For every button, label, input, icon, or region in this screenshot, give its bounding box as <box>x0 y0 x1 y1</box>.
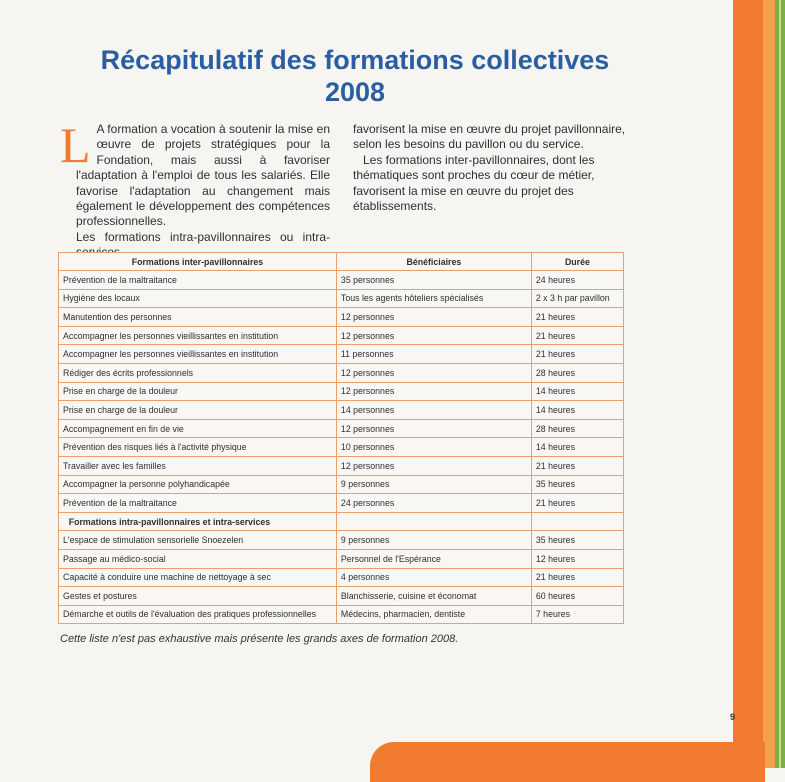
right-paragraph-1: favorisent la mise en œuvre du projet pavillonnaire, selon les besoins du pavillon ou du service. <box>353 122 626 152</box>
table-row <box>59 382 624 401</box>
cell-beneficiaires: 14 personnes <box>336 401 531 420</box>
intro-column-right <box>353 122 629 214</box>
table-row <box>59 475 624 494</box>
cell-beneficiaires: Blanchisserie, cuisine et économat <box>336 587 531 606</box>
cell-beneficiaires: 12 personnes <box>336 308 531 327</box>
table-row <box>59 438 624 457</box>
cell-duree: 2 x 3 h par pavillon <box>531 289 623 308</box>
cell-formation: Accompagner les personnes vieillissantes en institution <box>59 326 337 345</box>
cell-formation: Démarche et outils de l'évaluation des pratiques professionnelles <box>59 605 337 624</box>
cell-duree: 28 heures <box>531 363 623 382</box>
table-row <box>59 308 624 327</box>
intra-section <box>59 512 624 531</box>
header-beneficiaires: Bénéficiaires <box>336 253 531 271</box>
cell-formation: Hygiène des locaux <box>59 289 337 308</box>
table-row <box>59 494 624 513</box>
cell-formation: Prévention de la maltraitance <box>59 494 337 513</box>
table-row <box>59 549 624 568</box>
table-row <box>59 587 624 606</box>
cell-duree: 21 heures <box>531 456 623 475</box>
cell-beneficiaires: Tous les agents hôteliers spécialisés <box>336 289 531 308</box>
cell-duree: 35 heures <box>531 475 623 494</box>
section-header-row <box>59 512 624 531</box>
cell-duree: 21 heures <box>531 308 623 327</box>
cell-duree: 21 heures <box>531 494 623 513</box>
cell-formation: Gestes et postures <box>59 587 337 606</box>
cell-beneficiaires: 12 personnes <box>336 419 531 438</box>
intro-column-left <box>60 117 330 261</box>
cell-beneficiaires: 10 personnes <box>336 438 531 457</box>
cell-beneficiaires: 12 personnes <box>336 363 531 382</box>
intro-text: A formation a vocation à soutenir la mise en œuvre de projets stratégiques pour la Fondation, mais aussi à favoriser l'adaptation à l'emploi de tous les salariés. Elle favorise l'adaptation au changement mais également le développement des compétences professionnelles. <box>76 122 330 229</box>
cell-formation: Travailler avec les familles <box>59 456 337 475</box>
cell-beneficiaires: 11 personnes <box>336 345 531 364</box>
intro-paragraph <box>60 117 330 230</box>
cell-duree: 60 heures <box>531 587 623 606</box>
table-row <box>59 401 624 420</box>
section-header-empty <box>531 512 623 531</box>
cell-beneficiaires: 9 personnes <box>336 531 531 550</box>
table-row <box>59 289 624 308</box>
cell-duree: 21 heures <box>531 326 623 345</box>
cell-beneficiaires: 24 personnes <box>336 494 531 513</box>
intra-pavillon-rows <box>59 531 624 624</box>
cell-duree: 14 heures <box>531 382 623 401</box>
cell-beneficiaires: 12 personnes <box>336 326 531 345</box>
cell-formation: Prévention de la maltraitance <box>59 271 337 290</box>
cell-duree: 21 heures <box>531 568 623 587</box>
cell-formation: Manutention des personnes <box>59 308 337 327</box>
section-header-empty <box>336 512 531 531</box>
page-title-line1: Récapitulatif des formations collectives <box>100 45 610 75</box>
cell-duree: 21 heures <box>531 345 623 364</box>
cell-formation: Passage au médico-social <box>59 549 337 568</box>
page-title-line2: 2008 <box>324 77 386 107</box>
table-header-row <box>59 253 624 271</box>
drop-cap: L <box>60 117 91 173</box>
table-row <box>59 363 624 382</box>
cell-duree: 14 heures <box>531 401 623 420</box>
table-row <box>59 456 624 475</box>
cell-formation: Accompagner la personne polyhandicapée <box>59 475 337 494</box>
cell-formation: Prise en charge de la douleur <box>59 382 337 401</box>
green-side-edge <box>775 0 785 768</box>
cell-beneficiaires: 4 personnes <box>336 568 531 587</box>
header-formations: Formations inter-pavillonnaires <box>59 253 337 271</box>
cell-beneficiaires: 12 personnes <box>336 456 531 475</box>
cell-duree: 7 heures <box>531 605 623 624</box>
table-row <box>59 271 624 290</box>
cell-duree: 28 heures <box>531 419 623 438</box>
cell-duree: 14 heures <box>531 438 623 457</box>
table-row <box>59 531 624 550</box>
table-row <box>59 605 624 624</box>
cell-formation: Prise en charge de la douleur <box>59 401 337 420</box>
cell-beneficiaires: Personnel de l'Espérance <box>336 549 531 568</box>
cell-formation: Prévention des risques liés à l'activité physique <box>59 438 337 457</box>
orange-bottom-tab <box>370 742 765 782</box>
right-paragraph-2: Les formations inter-pavillonnaires, dont les thématiques sont proches du cœur de métier, favorisent la mise en œuvre du projet des établissements. <box>353 152 595 214</box>
inter-pavillon-rows <box>59 271 624 513</box>
section-header-label: Formations intra-pavillonnaires et intra-services <box>59 512 337 531</box>
training-table <box>58 252 624 624</box>
orange-side-edge <box>763 0 775 768</box>
cell-formation: Accompagner les personnes vieillissantes en institution <box>59 345 337 364</box>
cell-formation: Accompagnement en fin de vie <box>59 419 337 438</box>
cell-beneficiaires: 9 personnes <box>336 475 531 494</box>
table-row <box>59 419 624 438</box>
orange-side-band <box>733 0 763 768</box>
cell-formation: Rédiger des écrits professionnels <box>59 363 337 382</box>
footnote: Cette liste n'est pas exhaustive mais présente les grands axes de formation 2008. <box>60 633 459 645</box>
table-row <box>59 326 624 345</box>
cell-formation: Capacité à conduire une machine de nettoyage à sec <box>59 568 337 587</box>
header-duree: Durée <box>531 253 623 271</box>
cell-duree: 12 heures <box>531 549 623 568</box>
intro-text-2: Les formations intra-pavillonnaires ou intra- <box>76 229 330 244</box>
cell-formation: L'espace de stimulation sensorielle Snoezelen <box>59 531 337 550</box>
cell-beneficiaires: 35 personnes <box>336 271 531 290</box>
cell-duree: 24 heures <box>531 271 623 290</box>
table-row <box>59 345 624 364</box>
table-row <box>59 568 624 587</box>
cell-duree: 35 heures <box>531 531 623 550</box>
cell-beneficiaires: 12 personnes <box>336 382 531 401</box>
cell-beneficiaires: Médecins, pharmacien, dentiste <box>336 605 531 624</box>
page-title <box>60 44 650 108</box>
page-number: 9 <box>730 712 736 722</box>
